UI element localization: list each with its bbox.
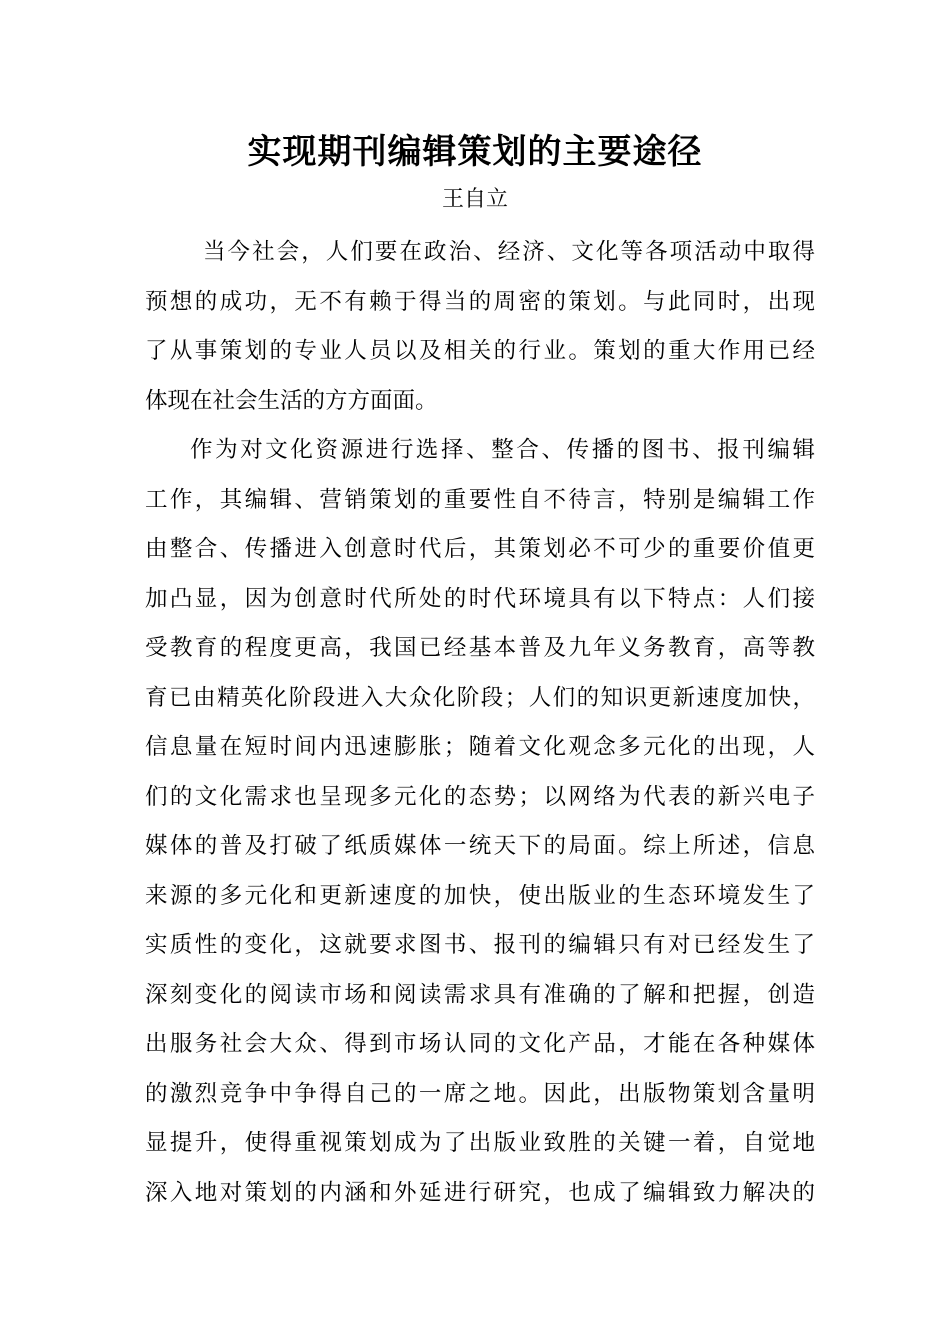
- paragraph-line: 体现在社会生活的方方面面。: [145, 387, 438, 414]
- paragraph-line: 来源的多元化和更新速度的加快，使出版业的生态环境发生了: [145, 882, 815, 909]
- paragraph-line: 媒体的普及打破了纸质媒体一统天下的局面。综上所述，信息: [145, 833, 815, 859]
- document-author: 王自立: [441, 187, 508, 212]
- paragraph-line: 受教育的程度更高，我国已经基本普及九年义务教育，高等教: [145, 635, 815, 661]
- paragraph-line: 了从事策划的专业人员以及相关的行业。策划的重大作用已经: [145, 338, 815, 364]
- paragraph-line: 当今社会，人们要在政治、经济、文化等各项活动中取得: [203, 239, 815, 265]
- paragraph-line: 加凸显，因为创意时代所处的时代环境具有以下特点：人们接: [145, 585, 815, 612]
- paragraph-line: 显提升，使得重视策划成为了出版业致胜的关键一着，自觉地: [145, 1130, 815, 1156]
- paragraph-line: 深入地对策划的内涵和外延进行研究，也成了编辑致力解决的: [145, 1179, 815, 1206]
- document-title: 实现期刊编辑策划的主要途径: [247, 132, 703, 172]
- paragraph-1: [145, 228, 815, 426]
- paragraph-line: 预想的成功，无不有赖于得当的周密的策划。与此同时，出现: [145, 288, 815, 315]
- paragraph-line: 信息量在短时间内迅速膨胀；随着文化观念多元化的出现，人: [145, 734, 815, 760]
- paragraph-line: 由整合、传播进入创意时代后，其策划必不可少的重要价值更: [145, 536, 815, 562]
- paragraph-line: 深刻变化的阅读市场和阅读需求具有准确的了解和把握，创造: [145, 981, 815, 1008]
- paragraph-line: 育已由精英化阶段进入大众化阶段；人们的知识更新速度加快，: [145, 684, 815, 711]
- document-body: [145, 228, 815, 1218]
- paragraph-2: [145, 426, 815, 1218]
- paragraph-line: 的激烈竞争中争得自己的一席之地。因此，出版物策划含量明: [145, 1080, 815, 1107]
- paragraph-line: 工作，其编辑、营销策划的重要性自不待言，特别是编辑工作: [145, 486, 815, 513]
- paragraph-line: 实质性的变化，这就要求图书、报刊的编辑只有对已经发生了: [145, 932, 815, 958]
- paragraph-line: 出服务社会大众、得到市场认同的文化产品，才能在各种媒体: [145, 1031, 815, 1057]
- paragraph-line: 们的文化需求也呈现多元化的态势；以网络为代表的新兴电子: [145, 783, 815, 810]
- paragraph-line: 作为对文化资源进行选择、整合、传播的图书、报刊编辑: [190, 437, 815, 463]
